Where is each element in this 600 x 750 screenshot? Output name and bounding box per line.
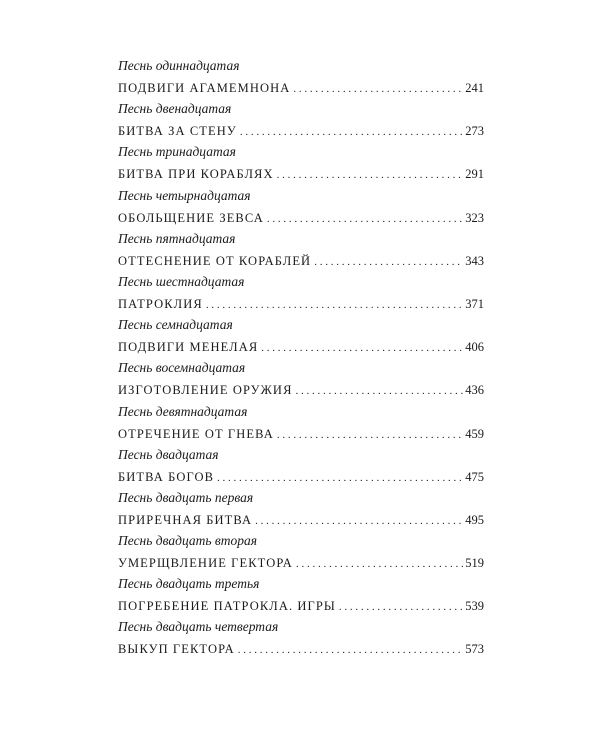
chapter-title: ОТРЕЧЕНИЕ ОТ ГНЕВА (118, 426, 274, 441)
table-of-contents (118, 58, 484, 663)
chapter-title: ПРИРЕЧНАЯ БИТВА (118, 512, 253, 527)
chapter-title: ПОДВИГИ МЕНЕЛАЯ (118, 340, 259, 355)
toc-entry (118, 317, 484, 360)
song-heading: Песнь шестнадцатая (118, 273, 245, 289)
chapter-title: ОБОЛЬЩЕНИЕ ЗЕВСА (118, 210, 264, 225)
chapter-title: ПОДВИГИ АГАМЕМНОНА (118, 81, 291, 95)
dot-leader (296, 383, 464, 399)
chapter-title: ОТТЕСНЕНИЕ ОТ КОРАБЛЕЙ (118, 253, 312, 268)
toc-entry (118, 188, 484, 231)
toc-entry (118, 274, 484, 317)
chapter-title: ПОГРЕБЕНИЕ ПАТРОКЛА. ИГРЫ (118, 599, 336, 614)
song-heading: Песнь двадцать четвертая (118, 619, 279, 635)
toc-entry (118, 490, 484, 533)
page-number: 406 (465, 340, 484, 355)
song-heading: Песнь двадцать вторая (118, 533, 258, 549)
page-number: 495 (465, 512, 484, 527)
toc-line (118, 555, 484, 571)
song-heading: Песнь восемнадцатая (118, 360, 246, 376)
toc-entry (118, 576, 484, 619)
toc-line (118, 382, 484, 398)
song-heading: Песнь четырнадцатая (118, 187, 251, 203)
chapter-title: БИТВА БОГОВ (118, 469, 215, 484)
toc-line (118, 253, 484, 269)
page-number: 436 (465, 383, 484, 398)
toc-line (118, 123, 484, 139)
page-number: 241 (465, 81, 484, 95)
page-number: 519 (465, 556, 484, 571)
dot-leader (261, 340, 463, 356)
dot-leader (293, 81, 463, 97)
chapter-title: БИТВА ПРИ КОРАБЛЯХ (118, 167, 274, 182)
page-number: 343 (465, 253, 484, 268)
toc-entry (118, 58, 484, 101)
song-heading: Песнь семнадцатая (118, 317, 233, 333)
toc-entry (118, 447, 484, 490)
toc-entry (118, 144, 484, 187)
chapter-title: ВЫКУП ГЕКТОРА (118, 642, 235, 657)
dot-leader (240, 124, 463, 140)
toc-entry (118, 404, 484, 447)
song-heading: Песнь двадцать третья (118, 576, 260, 592)
toc-entry (118, 533, 484, 576)
toc-entry (118, 360, 484, 403)
toc-line (118, 210, 484, 226)
dot-leader (296, 556, 463, 572)
page-number: 539 (465, 599, 484, 614)
toc-line (118, 469, 484, 485)
toc-entry (118, 101, 484, 144)
chapter-title: УМЕРЩВЛЕНИЕ ГЕКТОРА (118, 556, 293, 571)
song-heading: Песнь пятнадцатая (118, 230, 236, 246)
dot-leader (255, 513, 463, 529)
chapter-title: ПАТРОКЛИЯ (118, 296, 203, 311)
song-heading: Песнь двенадцатая (118, 101, 232, 117)
page-number: 371 (465, 296, 484, 311)
toc-line (118, 426, 484, 442)
toc-line (118, 598, 484, 614)
song-heading: Песнь двадцатая (118, 446, 219, 462)
dot-leader (339, 599, 463, 615)
dot-leader (206, 297, 463, 313)
page-number: 323 (465, 210, 484, 225)
chapter-title: ИЗГОТОВЛЕНИЕ ОРУЖИЯ (118, 383, 293, 398)
dot-leader (217, 470, 463, 486)
toc-entry (118, 619, 484, 662)
chapter-title: БИТВА ЗА СТЕНУ (118, 124, 237, 139)
dot-leader (277, 427, 463, 443)
page-number: 291 (465, 167, 484, 182)
dot-leader (314, 254, 463, 270)
song-heading: Песнь тринадцатая (118, 144, 236, 160)
dot-leader (277, 167, 464, 183)
toc-line (118, 166, 484, 182)
song-heading: Песнь девятнадцатая (118, 403, 248, 419)
toc-line (118, 339, 484, 355)
dot-leader (238, 642, 464, 658)
toc-line (118, 80, 484, 96)
song-heading: Песнь одиннадцатая (118, 58, 240, 73)
page-number: 459 (465, 426, 484, 441)
toc-line (118, 512, 484, 528)
toc-entry (118, 231, 484, 274)
toc-line (118, 641, 484, 657)
page-number: 273 (465, 124, 484, 139)
toc-line (118, 296, 484, 312)
page-number: 573 (465, 642, 484, 657)
page-number: 475 (465, 469, 484, 484)
song-heading: Песнь двадцать первая (118, 489, 254, 505)
dot-leader (267, 211, 463, 227)
